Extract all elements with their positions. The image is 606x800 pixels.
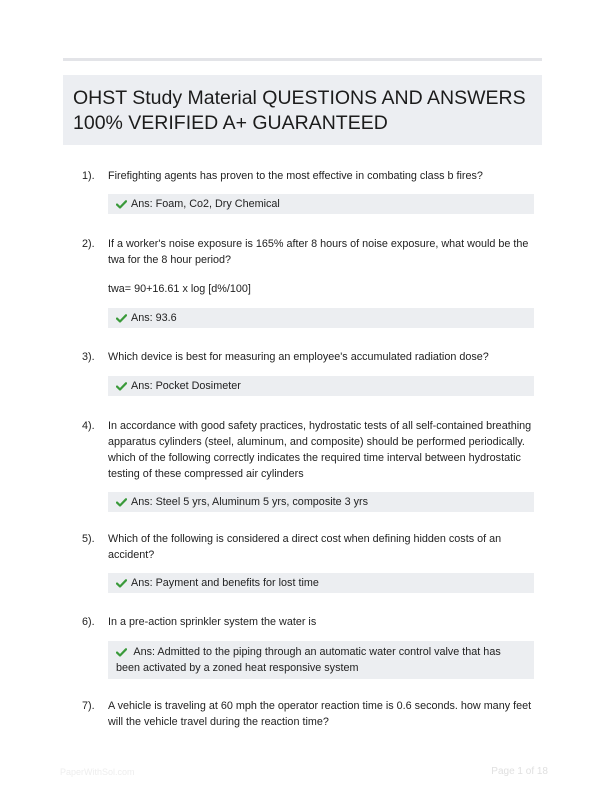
answer-box bbox=[108, 308, 534, 328]
answer-box bbox=[108, 573, 534, 593]
check-icon bbox=[116, 378, 127, 394]
answer-box bbox=[108, 641, 534, 679]
check-icon bbox=[116, 310, 127, 326]
question-text: Firefighting agents has proven to the most effective in combating class b fires? bbox=[108, 170, 483, 182]
answer-box bbox=[108, 194, 534, 214]
page-number: Page 1 of 18 bbox=[491, 766, 548, 777]
answer-text: Ans: Pocket Dosimeter bbox=[131, 380, 241, 392]
question-text: Which device is best for measuring an employee's accumulated radiation dose? bbox=[108, 351, 489, 363]
answer-text-wrap bbox=[116, 644, 526, 676]
answer-text: Ans: Steel 5 yrs, Aluminum 5 yrs, composite 3 yrs bbox=[131, 496, 369, 508]
question-item bbox=[82, 168, 542, 214]
question-text: A vehicle is traveling at 60 mph the operator reaction time is 0.6 seconds. how many feet will the vehicle travel during the reaction time? bbox=[108, 700, 532, 728]
answer-text: Ans: Payment and benefits for lost time bbox=[131, 577, 319, 589]
question-text: In a pre-action sprinkler system the water is bbox=[108, 616, 317, 628]
question-number: 3). bbox=[82, 351, 95, 363]
question-number: 2). bbox=[82, 238, 95, 250]
answer-text: Ans: 93.6 bbox=[131, 312, 177, 324]
question-text: Which of the following is considered a direct cost when defining hidden costs of an accident? bbox=[108, 533, 502, 561]
header-divider bbox=[63, 58, 542, 61]
answer-box bbox=[108, 492, 534, 512]
question-number: 1). bbox=[82, 170, 95, 182]
question-item bbox=[82, 236, 542, 328]
title-banner bbox=[63, 75, 542, 145]
check-icon bbox=[116, 494, 127, 510]
answer-box bbox=[108, 376, 534, 396]
question-text: If a worker's noise exposure is 165% after 8 hours of noise exposure, what would be the twa for the 8 hour period? bbox=[108, 238, 529, 266]
question-number: 6). bbox=[82, 616, 95, 628]
question-item bbox=[82, 349, 542, 396]
question-item bbox=[82, 698, 542, 730]
question-number: 5). bbox=[82, 533, 95, 545]
question-item bbox=[82, 614, 542, 679]
page-title: OHST Study Material QUESTIONS AND ANSWERS 100% VERIFIED A+ GUARANTEED bbox=[73, 87, 526, 134]
check-icon bbox=[116, 648, 127, 657]
question-number: 4). bbox=[82, 420, 95, 432]
question-formula: twa= 90+16.61 x log [d%/100] bbox=[108, 283, 251, 295]
answer-text: Ans: Foam, Co2, Dry Chemical bbox=[131, 198, 280, 210]
footer-watermark: PaperWithSol.com bbox=[60, 767, 135, 777]
question-item bbox=[82, 418, 542, 512]
question-item bbox=[82, 531, 542, 593]
question-text: In accordance with good safety practices, hydrostatic tests of all self-contained breathing apparatus cylinders (steel, aluminum, and composite) should be performed periodically. which of the following correctly indicates the required time interval between hydrostatic testing of these compressed air cylinders bbox=[108, 420, 532, 480]
check-icon bbox=[116, 575, 127, 591]
question-number: 7). bbox=[82, 700, 95, 712]
check-icon bbox=[116, 196, 127, 212]
answer-text: Ans: Admitted to the piping through an automatic water control valve that has been activated by a zoned heat responsive system bbox=[116, 646, 501, 674]
